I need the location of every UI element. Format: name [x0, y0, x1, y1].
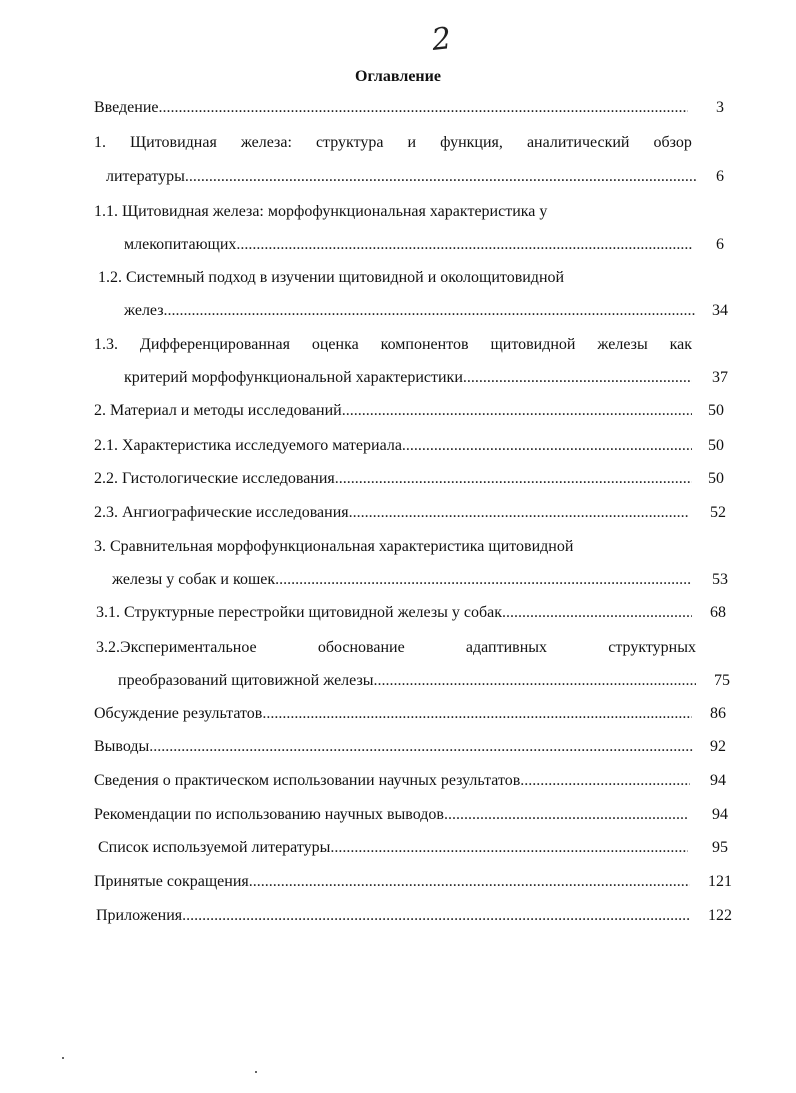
leader-dots	[164, 301, 696, 321]
toc-entry-page: 86	[710, 705, 726, 722]
handwritten-page-number: 2	[430, 21, 453, 58]
toc-heading: Оглавление	[355, 68, 441, 85]
toc-entry-page: 75	[714, 672, 730, 689]
toc-entry-page: 6	[716, 236, 724, 253]
toc-entry-page: 68	[710, 604, 726, 621]
toc-entry-text: 2. Материал и методы исследований	[94, 402, 342, 419]
toc-word: как	[669, 336, 692, 353]
toc-entry-page: 50	[708, 470, 724, 487]
leader-dots	[149, 737, 694, 757]
toc-entry-text: млекопитающих	[124, 236, 237, 253]
leader-dots	[444, 805, 688, 825]
toc-word: 1.3.	[94, 336, 118, 353]
toc-word: структура	[315, 134, 384, 151]
toc-word: 3.2.Экспериментальное	[96, 639, 257, 656]
toc-entry-page: 122	[708, 907, 732, 924]
leader-dots	[185, 167, 696, 187]
toc-entry-2-2	[94, 469, 692, 489]
toc-entry-page: 121	[708, 873, 732, 890]
toc-entry-introduction	[94, 98, 688, 118]
toc-entry-chapter3-line2	[112, 570, 692, 590]
toc-entry-page: 3	[716, 99, 724, 116]
toc-entry-abbreviations	[94, 872, 690, 892]
toc-entry-text: 2.1. Характеристика исследуемого материала	[94, 437, 402, 454]
toc-entry-page: 92	[710, 738, 726, 755]
toc-entry-text: Сведения о практическом использовании научных результатов	[94, 772, 521, 789]
leader-dots	[463, 368, 692, 388]
toc-entry-1-1-line1	[94, 202, 547, 222]
toc-word: компонентов	[380, 336, 469, 353]
toc-entry-text: 2.2. Гистологические исследования	[94, 470, 335, 487]
leader-dots	[502, 603, 692, 623]
toc-entry-text: литературы	[106, 168, 185, 185]
toc-entry-1-2-line1	[98, 268, 564, 288]
toc-entry-text: желез	[124, 302, 164, 319]
toc-entry-references	[98, 838, 688, 858]
toc-entry-text: 3.1. Структурные перестройки щитовидной железы у собак	[96, 604, 503, 621]
toc-entry-3-2-line1	[96, 638, 696, 658]
leader-dots	[342, 401, 692, 421]
toc-entry-page: 50	[708, 437, 724, 454]
toc-entry-text: железы у собак и кошек	[112, 571, 276, 588]
toc-word: функция,	[440, 134, 503, 151]
leader-dots	[249, 872, 690, 892]
toc-entry-text: Принятые сокращения	[94, 873, 249, 890]
toc-entry-page: 50	[708, 402, 724, 419]
toc-word: щитовидной	[490, 336, 576, 353]
toc-entry-chapter3-line1	[94, 537, 573, 557]
leader-dots	[402, 436, 692, 456]
toc-entry-page: 94	[710, 772, 726, 789]
leader-dots	[275, 570, 692, 590]
toc-entry-3-1	[96, 603, 692, 623]
leader-dots	[374, 671, 696, 691]
toc-entry-page: 6	[716, 168, 724, 185]
toc-entry-text: Список используемой литературы	[98, 839, 331, 856]
leader-dots	[330, 838, 688, 858]
toc-word: обоснование	[317, 639, 405, 656]
toc-entry-text: критерий морфофункциональной характеристики	[124, 369, 463, 386]
toc-entry-3-2-line2	[118, 671, 696, 691]
toc-entry-page: 53	[712, 571, 728, 588]
toc-word: Дифференцированная	[139, 336, 290, 353]
toc-entry-practical-use	[94, 771, 690, 791]
toc-entry-chapter2	[94, 401, 692, 421]
toc-entry-page: 94	[712, 806, 728, 823]
toc-entry-page: 34	[712, 302, 728, 319]
toc-entry-text: Обсуждение результатов	[94, 705, 263, 722]
toc-entry-text: 1.2. Системный подход в изучении щитовидной и околощитовидной	[98, 269, 565, 286]
leader-dots	[262, 704, 692, 724]
toc-entry-text: 1.1. Щитовидная железа: морфофункциональная характеристика у	[94, 203, 548, 220]
toc-entry-1-2-line2	[124, 301, 696, 321]
toc-entry-chapter1-line1	[94, 133, 692, 153]
toc-entry-page: 37	[712, 369, 728, 386]
leader-dots	[182, 906, 690, 926]
toc-word: 1.	[94, 134, 106, 151]
toc-entry-text: Рекомендации по использованию научных выводов	[94, 806, 444, 823]
toc-entry-1-3-line2	[124, 368, 692, 388]
leader-dots	[236, 235, 692, 255]
leader-dots	[349, 503, 688, 523]
toc-word: железы	[597, 336, 648, 353]
toc-word: Щитовидная	[130, 134, 217, 151]
toc-word: оценка	[311, 336, 359, 353]
toc-word: и	[407, 134, 417, 151]
toc-entry-2-1	[94, 436, 692, 456]
leader-dots	[335, 469, 692, 489]
toc-entry-text: Приложения	[96, 907, 183, 924]
toc-entry-recommendations	[94, 805, 688, 825]
scan-speck	[255, 1071, 257, 1073]
toc-entry-appendices	[96, 906, 690, 926]
toc-entry-text: Выводы	[94, 738, 150, 755]
toc-entry-1-3-line1	[94, 335, 692, 355]
toc-entry-text: Введение	[94, 99, 159, 116]
toc-entry-page: 52	[710, 504, 726, 521]
toc-entry-chapter1-line2	[106, 167, 696, 187]
leader-dots	[159, 98, 689, 118]
toc-entry-1-1-line2	[124, 235, 692, 255]
toc-entry-2-3	[94, 503, 688, 523]
scan-speck	[62, 1057, 64, 1059]
toc-word: аналитический	[526, 134, 630, 151]
toc-word: адаптивных	[465, 639, 548, 656]
toc-entry-page: 95	[712, 839, 728, 856]
toc-entry-conclusions	[94, 737, 694, 757]
leader-dots	[520, 771, 690, 791]
toc-word: железа:	[240, 134, 292, 151]
toc-word: обзор	[653, 134, 692, 151]
toc-word: структурных	[608, 639, 696, 656]
toc-entry-discussion	[94, 704, 692, 724]
toc-entry-text: 2.3. Ангиографические исследования	[94, 504, 349, 521]
toc-entry-text: 3. Сравнительная морфофункциональная характеристика щитовидной	[94, 538, 574, 555]
toc-entry-text: преобразований щитовижной железы	[118, 672, 374, 689]
